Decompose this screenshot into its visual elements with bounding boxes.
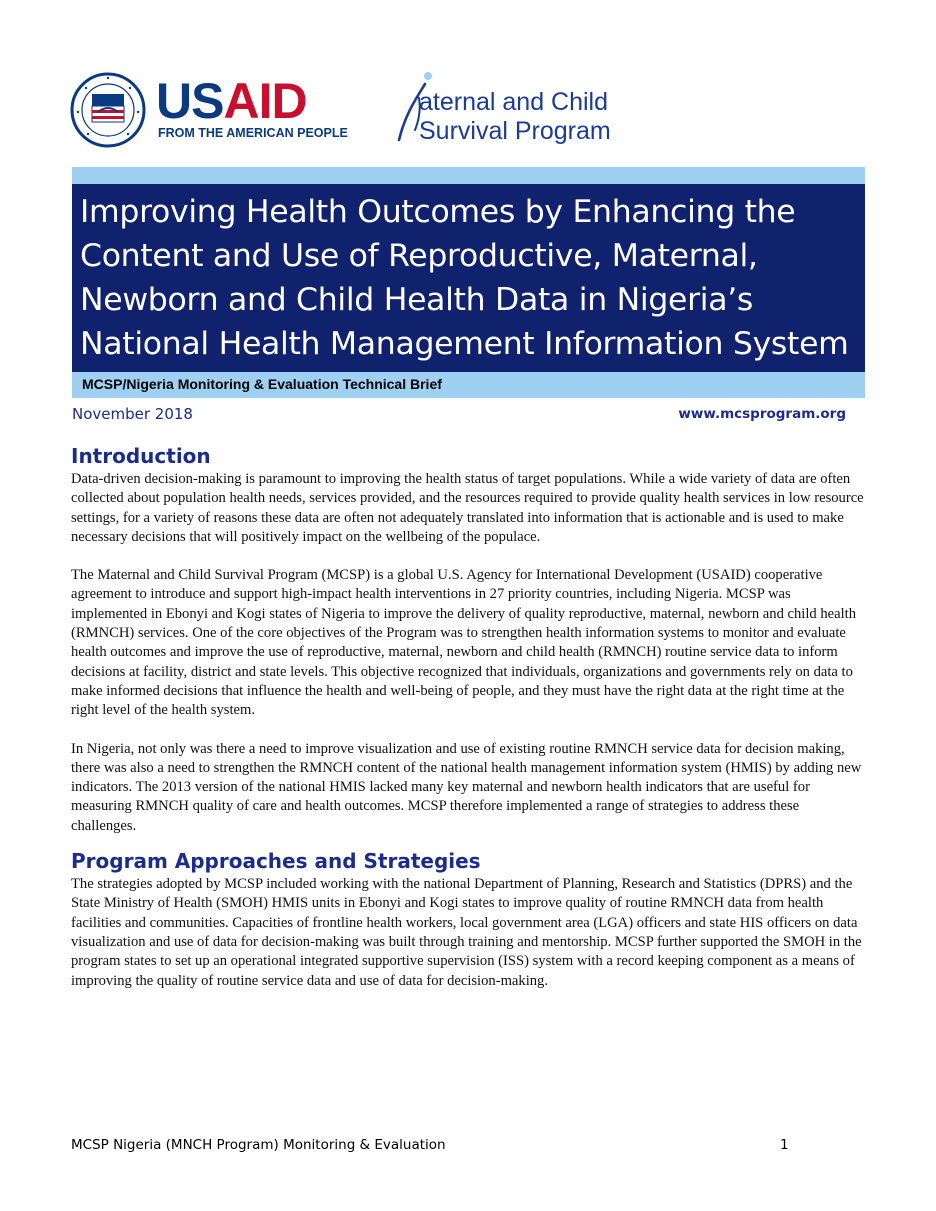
page-number: 1 xyxy=(780,1137,789,1153)
usaid-seal-icon xyxy=(70,72,146,148)
section-heading-approaches: Program Approaches and Strategies xyxy=(71,849,481,874)
footer-text: MCSP Nigeria (MNCH Program) Monitoring & Evaluation xyxy=(71,1137,446,1153)
paragraph: The Maternal and Child Survival Program (MCSP) is a global U.S. Agency for International Development (USAID) cooperative agreement to introduce and support high-impact health interventions in 27 priority countries, including Nigeria. MCSP was implemented in Ebonyi and Kogi states of Nigeria to improve the delivery of quality reproductive, maternal, newborn and child health (RMNCH) services. One of the core objectives of the Program was to strengthen health information systems to monitor and evaluate health outcomes and improve the use of reproductive, maternal, newborn and child health (RMNCH) routine service data to inform decisions at facility, district and state levels. This objective recognized that individuals, organizations and governments rely on data to make informed decisions that influence the health and well-being of people, and they must have the right data at the right time at the right level of the health system. xyxy=(71,567,856,719)
mcsp-name-line2: Survival Program xyxy=(419,117,611,145)
website-link[interactable]: www.mcsprogram.org xyxy=(678,406,846,422)
document-title: Improving Health Outcomes by Enhancing the Content and Use of Reproductive, Maternal, Newborn and Child Health Data in Nigeria’s National Health Management Information System xyxy=(80,194,849,362)
paragraph: The strategies adopted by MCSP included working with the national Department of Planning, Research and Statistics (DPRS) and the State Ministry of Health (SMOH) HMIS units in Ebonyi and Kogi states to improve quality of routine RMNCH data from health facilities and communities. Capacities of frontline health workers, local government area (LGA) officers and state HIS officers on data visualization and use of data for decision-making was built through training and mentorship. MCSP further supported the SMOH in the program states to set up an operational integrated supportive supervision (ISS) system with a record keeping component as a means of improving the quality of routine service data and use of data for decision-making. xyxy=(71,876,862,989)
mcsp-name-line1: aternal and Child xyxy=(419,88,609,116)
header-strip xyxy=(72,167,865,184)
document-date: November 2018 xyxy=(72,405,193,423)
paragraph: Data-driven decision-making is paramount to improving the health status of target populations. While a wide variety of data are often collected about population health needs, services provided, and the resources required to provide quality health services in low resource settings, for a variety of reasons these data are often not adequately translated into information that is actionable and is used to make necessary decisions that will positively impact on the wellbeing of the populace. xyxy=(71,471,864,545)
title-box xyxy=(72,184,865,372)
mcsp-name xyxy=(419,88,611,146)
paragraph: In Nigeria, not only was there a need to improve visualization and use of existing routine RMNCH service data for decision making, there was also a need to strengthen the RMNCH content of the national health management information system (HMIS) by adding new indicators. The 2013 version of the national HMIS lacked many key maternal and newborn health indicators that are useful for measuring RMNCH quality of care and health outcomes. MCSP therefore implemented a range of strategies to address these challenges. xyxy=(71,740,862,834)
section-heading-introduction: Introduction xyxy=(71,444,211,468)
usaid-tagline: FROM THE AMERICAN PEOPLE xyxy=(158,126,348,140)
usaid-logo xyxy=(70,72,348,148)
document-subtitle: MCSP/Nigeria Monitoring & Evaluation Technical Brief xyxy=(82,376,442,392)
mcsp-logo xyxy=(395,70,635,152)
document-body xyxy=(71,442,866,991)
subtitle-bar xyxy=(72,372,865,398)
usaid-wordmark: USAID xyxy=(156,73,307,129)
